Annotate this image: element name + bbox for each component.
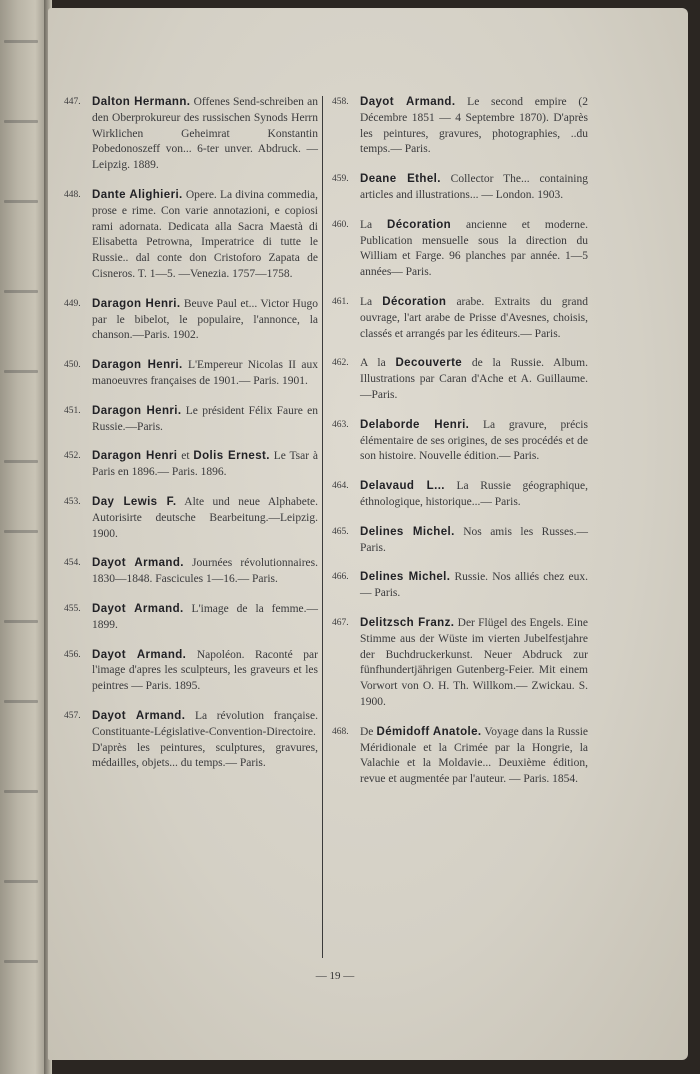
right-column <box>332 95 588 802</box>
entry-number: 449. <box>64 298 81 309</box>
entry-number: 462. <box>332 358 349 369</box>
catalog-entry <box>332 95 588 158</box>
entry-number: 461. <box>332 296 349 307</box>
entry-text: Le Tsar à Paris en 1896.— Paris. 1896. <box>92 450 319 479</box>
entry-heading: Delavaud L... <box>360 480 445 493</box>
entry-number: 448. <box>64 189 81 200</box>
entry-heading: Dayot Armand. <box>92 709 186 722</box>
catalog-entry <box>64 602 318 634</box>
entry-text: Russie. Nos alliés chez eux.— Paris. <box>360 571 588 600</box>
entry-text: Le second empire (2 Décembre 1851 — 4 Septembre 1870). D'après les peintures, gravures, photographies, ..du temps.— Paris. <box>360 96 588 156</box>
entry-number: 467. <box>332 617 349 628</box>
entry-number: 459. <box>332 174 349 185</box>
entry-heading: Démidoff Anatole. <box>376 725 482 738</box>
entry-text: de la Russie. Album. Illustrations par Caran d'Ache et A. Guillaume.—Paris. <box>360 357 588 401</box>
entry-heading: Décoration <box>382 295 447 308</box>
facing-page-edge <box>0 0 44 1074</box>
entry-text: Collector The... containing articles and illustrations... — London. 1903. <box>360 173 589 201</box>
entry-heading: Dayot Armand. <box>92 602 184 615</box>
catalog-entry <box>332 479 588 511</box>
entry-number: 466. <box>332 572 349 583</box>
entry-number: 454. <box>64 558 81 569</box>
entry-heading: Day Lewis F. <box>92 495 177 508</box>
catalog-entry <box>332 725 588 788</box>
catalog-entry <box>332 570 588 602</box>
entry-heading: Dante Alighieri. <box>92 188 183 201</box>
catalog-entry <box>332 172 588 204</box>
entry-heading: Daragon Henri <box>92 450 178 463</box>
entry-text: Nos amis les Russes.— Paris. <box>360 525 588 554</box>
entry-number: 456. <box>64 649 81 660</box>
catalog-entry <box>64 709 318 772</box>
entry-heading: Daragon Henri. <box>92 404 182 417</box>
entry-text: L'Empereur Nicolas II aux manoeuvres françaises de 1901.— Paris. 1901. <box>92 359 318 387</box>
catalog-entry <box>64 358 318 390</box>
entry-number: 450. <box>64 360 81 371</box>
entry-number: 453. <box>64 496 81 507</box>
entry-text: La révolution française. Constituante-Législative-Convention-Directoire. D'après les peintures, sculptures, gravures, médailles, objets... du temps.— Paris. <box>92 709 318 770</box>
entry-text: Beuve Paul et... Victor Hugo par le bibelot, le populaire, l'annonce, la chanson.—Paris. 1902. <box>92 297 318 342</box>
entry-number: 463. <box>332 419 349 430</box>
column-divider <box>322 96 323 958</box>
entry-text: L'image de la femme.—1899. <box>92 602 318 631</box>
entry-number: 458. <box>332 97 349 107</box>
catalog-entry <box>64 404 318 436</box>
catalog-entry <box>64 95 318 174</box>
catalog-entry <box>64 495 318 542</box>
left-column <box>64 95 318 786</box>
entry-heading: Delaborde Henri. <box>360 418 470 431</box>
page-number: — 19 — <box>315 970 355 982</box>
catalog-entry <box>64 648 318 695</box>
catalog-entry <box>64 188 318 283</box>
entry-text: Journées révolutionnaires. 1830—1848. Fascicules 1—16.— Paris. <box>92 557 318 586</box>
entry-heading: Dayot Armand. <box>360 96 456 108</box>
entry-number: 455. <box>64 603 81 614</box>
entry-heading: Daragon Henri. <box>92 359 183 372</box>
entry-number: 464. <box>332 481 349 492</box>
catalog-entry <box>64 297 318 344</box>
entry-text: arabe. Extraits du grand ouvrage, l'art arabe de Prisse d'Avesnes, choisis, classés et arrangés par les éditeurs.— Paris. <box>360 295 588 340</box>
entry-text: Alte und neue Alphabete. Autorisirte deutsche Bearbeitung.—Leipzig. 1900. <box>92 495 318 540</box>
entry-number: 452. <box>64 451 81 462</box>
entry-connector: et <box>177 450 194 463</box>
entry-heading: Dalton Hermann. <box>92 96 191 108</box>
entry-prefix: La <box>360 295 383 308</box>
catalog-entry <box>332 525 588 557</box>
entry-heading: Delines Michel. <box>360 525 455 538</box>
entry-text: La Russie géographique, éthnologique, historique...— Paris. <box>360 480 589 508</box>
entry-heading: Deane Ethel. <box>360 173 441 186</box>
entry-prefix: A la <box>360 357 396 370</box>
entry-number: 468. <box>332 726 349 737</box>
entry-heading: Dayot Armand. <box>92 557 184 570</box>
entry-number: 447. <box>64 97 81 107</box>
entry-heading: Dayot Armand. <box>92 648 187 661</box>
catalog-entry <box>64 449 318 481</box>
entry-number: 465. <box>332 526 349 537</box>
entry-number: 451. <box>64 405 81 416</box>
entry-heading: Décoration <box>387 218 452 231</box>
catalog-entry <box>332 218 588 281</box>
entry-prefix: La <box>360 218 388 231</box>
catalog-entry <box>64 556 318 588</box>
entry-text: ancienne et moderne. Publication mensuelle sous la direction du William et Farge. 96 planches par année. 1—5 années— Paris. <box>360 218 588 279</box>
entry-text: Voyage dans la Russie Méridionale et la Crimée par la Hongrie, la Valachie et la Moldavie... Deuxième édition, revue et augmentée par l'auteur. — Paris. 1854. <box>360 725 588 786</box>
entry-text: Napoléon. Raconté par l'image d'apres les sculpteurs, les graveurs et les peintres — Paris. 1895. <box>92 648 318 693</box>
entry-heading: Delines Michel. <box>360 571 451 584</box>
entry-text: Opere. La divina commedia, prose e rime. Con varie annotazioni, e copiosi rami adornata. Dedicata alla Sacra Maestà di Elisabetta Petrowna, Imperatrice di tutte le Russie.. dal conte don Cristoforo Zapata de Cisneros. T. 1—5. —Venezia. 1757—1758. <box>92 188 318 280</box>
entry-number: 457. <box>64 710 81 721</box>
entry-heading: Delitzsch Franz. <box>360 616 455 629</box>
entry-text: Der Flügel des Engels. Eine Stimme aus der Wüste im vierten Jubelfestjahre der Buchdruckerkunst. Neuer Abdruck zur fünfhundertjährigen Gutenberg-Feier. Mit einem Vorwort von O. H. Th. Willkom.— Zwickau. S. 1900. <box>360 616 588 708</box>
entry-text: Le président Félix Faure en Russie.—Paris. <box>92 404 318 433</box>
entry-text: La gravure, précis élémentaire de ses origines, de ses procédés et de son histoire. Nouvelle édition.— Paris. <box>360 418 588 463</box>
entry-heading: Daragon Henri. <box>92 297 181 310</box>
entry-text: Offenes Send-schreiben an den Oberprokureur des russischen Synods Herrn Wirklichen Geheimrat Konstantin Pobedonoszeff von... 6-ter unver. Abdruck. — Leipzig. 1889. <box>92 96 319 172</box>
catalog-entry <box>332 418 588 465</box>
entry-prefix: De <box>360 725 377 738</box>
entry-number: 460. <box>332 219 349 230</box>
entry-heading: Decouverte <box>395 357 463 370</box>
entry-heading: Dolis Ernest. <box>193 450 270 463</box>
catalog-entry <box>332 616 588 711</box>
catalog-entry <box>332 356 588 403</box>
catalog-entry <box>332 295 588 342</box>
